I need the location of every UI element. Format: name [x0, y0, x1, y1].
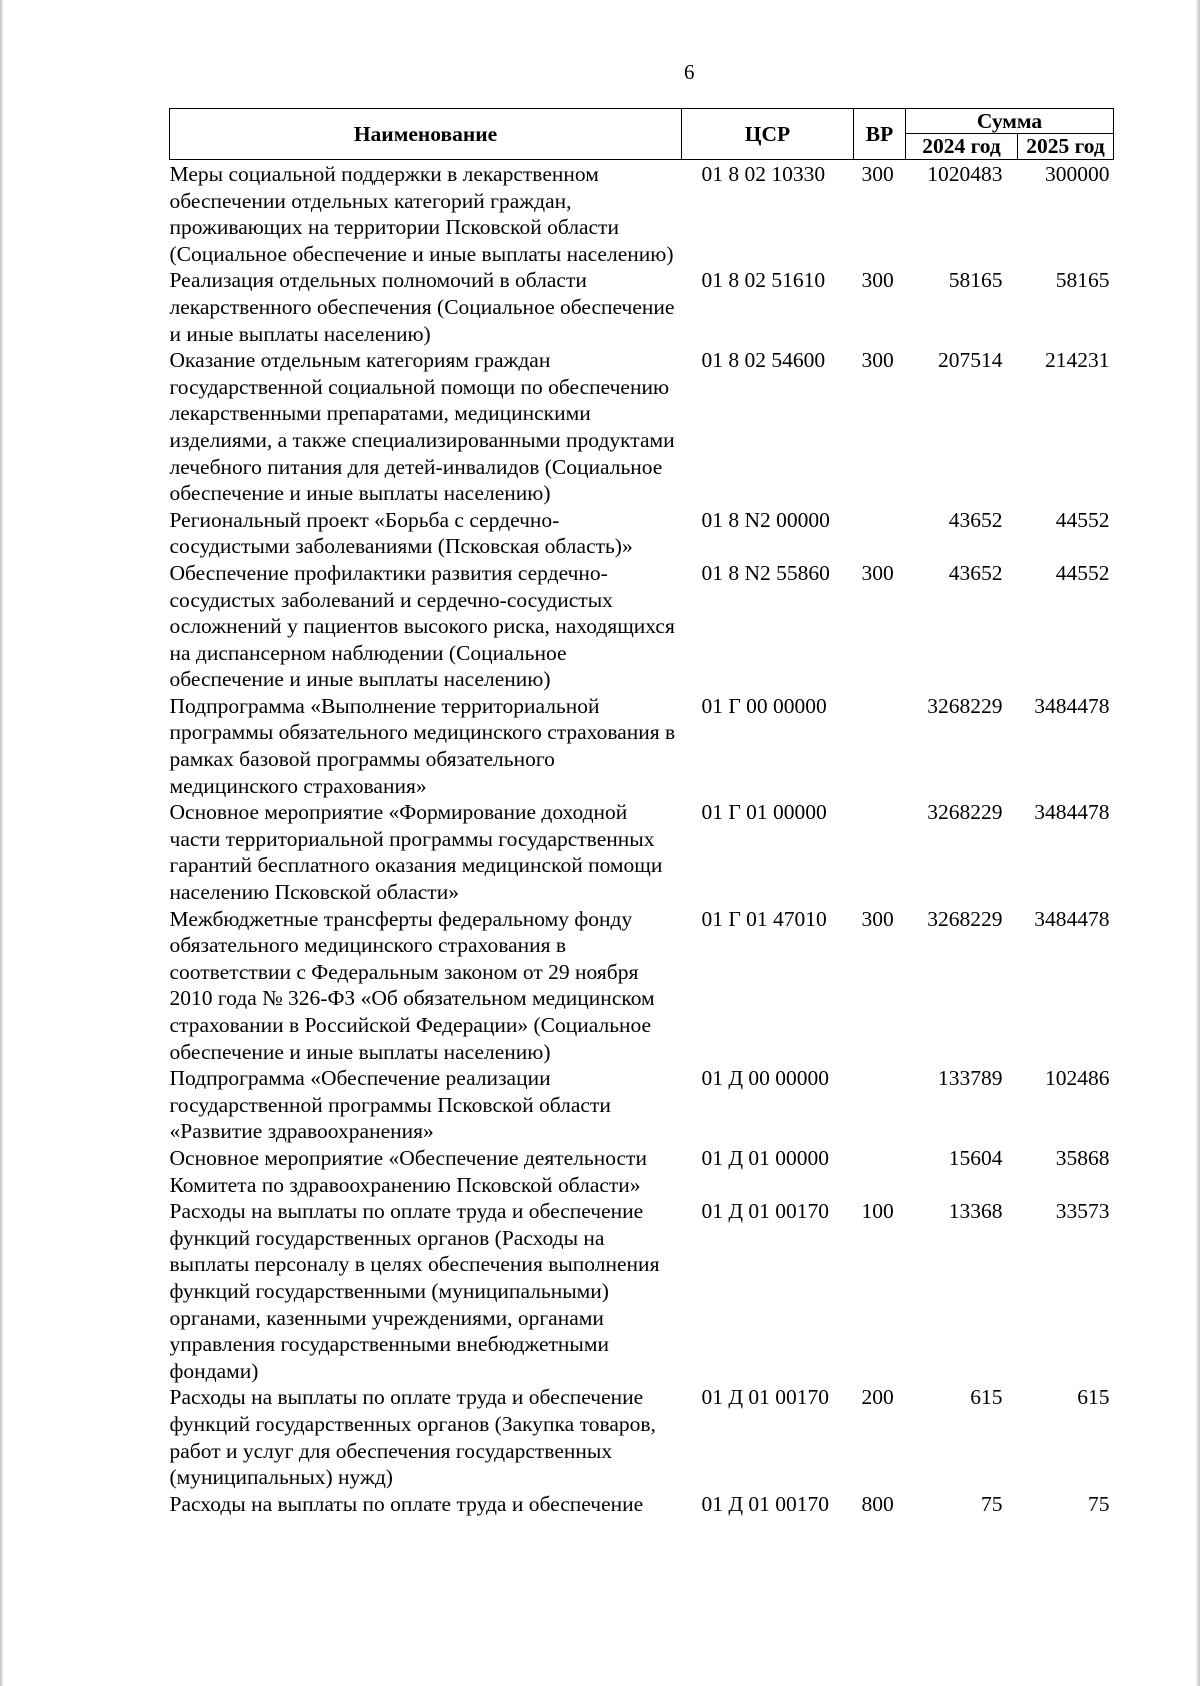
header-csr: ЦСР [682, 109, 854, 160]
cell-name: Основное мероприятие «Обеспечение деятельности Комитета по здравоохранению Псковской области» [169, 1145, 647, 1197]
cell-csr: 01 8 02 51610 [701, 268, 826, 293]
cell-sum-2025: 75 [1088, 1491, 1110, 1516]
budget-table [169, 108, 1114, 1517]
cell-sum-2024: 58165 [948, 268, 1003, 293]
cell-sum-2024: 207514 [938, 348, 1003, 373]
cell-vr: 100 [861, 1199, 894, 1224]
cell-sum-2024: 15604 [948, 1145, 1003, 1170]
cell-vr: 300 [861, 268, 894, 293]
table-row [170, 560, 1114, 693]
cell-vr [854, 799, 906, 905]
cell-sum-2025: 58165 [1055, 268, 1110, 293]
cell-csr: 01 8 N2 00000 [701, 507, 830, 532]
table-body [170, 160, 1114, 1518]
cell-vr: 300 [861, 348, 894, 373]
cell-csr: 01 8 02 54600 [701, 348, 826, 373]
cell-csr: 01 Д 01 00170 [701, 1199, 830, 1224]
cell-vr: 300 [861, 560, 894, 585]
cell-name: Меры социальной поддержки в лекарственном обеспечении отдельных категорий граждан, проживающих на территории Псковской области (Социальное обеспечение и иные выплаты населению) [169, 162, 674, 266]
cell-sum-2025: 44552 [1055, 507, 1110, 532]
table-row [170, 1491, 1114, 1518]
cell-sum-2025: 35868 [1055, 1145, 1110, 1170]
scan-edge-left [0, 0, 3, 1686]
cell-sum-2024: 1020483 [927, 162, 1003, 186]
cell-name: Подпрограмма «Обеспечение реализации государственной программы Псковской области «Развитие здравоохранения» [169, 1066, 611, 1144]
cell-csr: 01 8 02 10330 [701, 162, 826, 186]
table-row [170, 160, 1114, 268]
table-row [170, 267, 1114, 347]
cell-vr [854, 507, 906, 560]
cell-sum-2025: 300000 [1045, 162, 1110, 186]
cell-sum-2025: 214231 [1045, 348, 1110, 373]
table-row [170, 1065, 1114, 1145]
cell-name: Расходы на выплаты по оплате труда и обеспечение функций государственных органов (Расходы на выплаты персоналу в целях обеспечения выполнения функций государственными (муниципальными) органами, казенными учреждениями, органами управления государственными внебюджетными фондами) [169, 1199, 660, 1383]
cell-sum-2025: 3484478 [1034, 800, 1110, 825]
cell-csr: 01 Д 01 00170 [701, 1491, 830, 1516]
table-header [170, 109, 1114, 160]
cell-name: Обеспечение профилактики развития сердечно-сосудистых заболеваний и сердечно-сосудистых осложнений у пациентов высокого риска, находящихся на диспансерном наблюдении (Социальное обеспечение и иные выплаты населению) [169, 560, 675, 692]
cell-vr [854, 1065, 906, 1145]
cell-name: Оказание отдельным категориям граждан государственной социальной помощи по обеспечению лекарственными препаратами, медицинскими изделиями, а также специализированными продуктами лечебного питания для детей-инвалидов (Социальное обеспечение и иные выплаты населению) [169, 348, 675, 506]
cell-csr: 01 Г 00 00000 [701, 693, 827, 718]
cell-sum-2025: 102486 [1045, 1066, 1110, 1091]
cell-name: Подпрограмма «Выполнение территориальной программы обязательного медицинского страхования в рамках базовой программы обязательного медицинского страхования» [169, 693, 676, 798]
cell-sum-2024: 615 [970, 1385, 1003, 1410]
cell-name: Расходы на выплаты по оплате труда и обеспечение функций государственных органов (Закупка товаров, работ и услуг для обеспечения государственных (муниципальных) нужд) [169, 1385, 656, 1490]
cell-vr: 300 [861, 906, 894, 931]
cell-csr: 01 Д 01 00170 [701, 1385, 830, 1410]
cell-sum-2024: 75 [981, 1491, 1003, 1516]
cell-sum-2024: 13368 [948, 1199, 1003, 1224]
table-row [170, 347, 1114, 507]
cell-vr [854, 1145, 906, 1198]
cell-name: Межбюджетные трансферты федеральному фонду обязательного медицинского страхования в соответствии с Федеральным законом от 29 ноября 2010 года № 326-ФЗ «Об обязательном медицинском страховании в Российской Федерации» (Социальное обеспечение и иные выплаты населению) [169, 906, 655, 1064]
header-sum: Сумма [906, 109, 1114, 134]
table-row [170, 1145, 1114, 1198]
cell-csr: 01 Д 01 00000 [701, 1145, 830, 1170]
cell-sum-2025: 44552 [1055, 560, 1110, 585]
cell-csr: 01 8 N2 55860 [701, 560, 830, 585]
cell-vr: 300 [861, 162, 894, 186]
cell-name: Региональный проект «Борьба с сердечно-сосудистыми заболеваниями (Псковская область)» [169, 507, 633, 559]
cell-sum-2024: 3268229 [927, 906, 1003, 931]
table-row [170, 1384, 1114, 1490]
cell-csr: 01 Г 01 47010 [701, 906, 827, 931]
cell-vr [854, 693, 906, 799]
table-row [170, 507, 1114, 560]
table-row [170, 1198, 1114, 1384]
table-row [170, 693, 1114, 799]
page-number: 6 [684, 60, 695, 84]
header-vr: ВР [854, 109, 906, 160]
cell-sum-2025: 615 [1077, 1385, 1110, 1410]
cell-sum-2025: 3484478 [1034, 906, 1110, 931]
cell-sum-2024: 43652 [948, 560, 1003, 585]
scan-edge-right [1196, 0, 1200, 1686]
cell-vr: 200 [861, 1385, 894, 1410]
cell-sum-2025: 3484478 [1034, 693, 1110, 718]
cell-sum-2024: 133789 [938, 1066, 1003, 1091]
cell-sum-2024: 3268229 [927, 693, 1003, 718]
cell-name: Реализация отдельных полномочий в области лекарственного обеспечения (Социальное обеспечение и иные выплаты населению) [169, 268, 675, 346]
table-row [170, 799, 1114, 905]
cell-sum-2024: 43652 [948, 507, 1003, 532]
cell-csr: 01 Г 01 00000 [701, 800, 827, 825]
cell-sum-2025: 33573 [1055, 1199, 1110, 1224]
cell-name: Расходы на выплаты по оплате труда и обеспечение [169, 1491, 644, 1516]
cell-csr: 01 Д 00 00000 [701, 1066, 830, 1091]
cell-vr: 800 [861, 1491, 894, 1516]
header-name: Наименование [170, 109, 682, 160]
header-year-2025: 2025 год [1018, 134, 1114, 160]
cell-sum-2024: 3268229 [927, 800, 1003, 825]
header-year-2024: 2024 год [906, 134, 1018, 160]
table-row [170, 906, 1114, 1066]
cell-name: Основное мероприятие «Формирование доходной части территориальной программы государственных гарантий бесплатного оказания медицинской помощи населению Псковской области» [169, 800, 663, 905]
